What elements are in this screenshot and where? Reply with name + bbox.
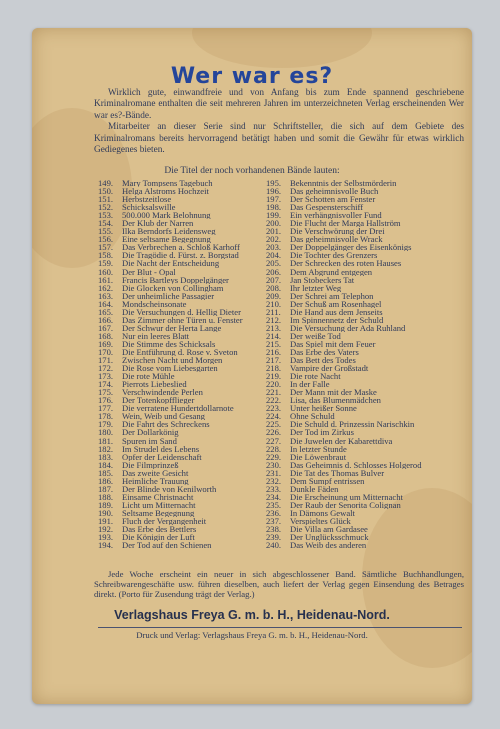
- list-item: [266, 453, 466, 461]
- paper-stain: [192, 28, 372, 68]
- list-item: [98, 380, 258, 388]
- list-item: [266, 477, 466, 485]
- volume-number: 176.: [98, 396, 114, 405]
- volume-title: In der Falle: [290, 380, 330, 389]
- volume-title: Das Verbrechen a. Schloß Karhoff: [122, 243, 240, 252]
- volume-title: Die Glocken von Collingham: [122, 283, 224, 292]
- volume-number: 233.: [266, 484, 282, 493]
- volume-title: Der Tod im Zirkus: [290, 428, 354, 437]
- list-item: [98, 445, 258, 453]
- list-item: [98, 428, 258, 436]
- volume-number: 228.: [266, 444, 282, 453]
- volume-title: Die Entführung d. Rose v. Sveton: [122, 347, 238, 357]
- volume-title: Mary Tompsens Tagebuch: [122, 179, 213, 188]
- volume-title: Die Villa am Gardasee: [290, 525, 368, 534]
- list-item: [266, 469, 466, 477]
- list-item: [266, 356, 466, 364]
- volume-title: Die Verschwörung der Drei: [290, 227, 385, 236]
- volume-title: Ihr letzter Weg: [290, 283, 342, 292]
- volume-title: Der Klub der Narren: [122, 219, 194, 228]
- volume-number: 166.: [98, 315, 114, 324]
- volume-title: Das Zimmer ohne Türen u. Fenster: [122, 315, 243, 324]
- list-item: [266, 276, 466, 284]
- volume-number: 198.: [266, 203, 282, 212]
- list-item: [266, 243, 466, 251]
- volume-number: 217.: [266, 356, 282, 365]
- volume-title: Die Filmprinzeß: [122, 460, 179, 469]
- list-item: [98, 485, 258, 493]
- volume-title: Fluch der Vergangenheit: [122, 516, 207, 526]
- volume-number: 187.: [98, 484, 114, 493]
- volume-title: Pierrots Liebeslied: [122, 380, 187, 389]
- volume-number: 182.: [98, 444, 114, 453]
- print-line: Druck und Verlag: Verlagshaus Freya G. m. b. H., Heidenau-Nord.: [136, 630, 368, 640]
- list-item: [98, 420, 258, 428]
- list-item: [266, 292, 466, 300]
- volume-number: 158.: [98, 251, 114, 260]
- volume-number: 196.: [266, 187, 282, 196]
- volume-number: 171.: [98, 356, 114, 365]
- volume-title: Der Dollarkönig: [122, 428, 179, 437]
- list-item: [98, 211, 258, 219]
- volume-title: Die Versuchungen d. Hellig Dieter: [122, 307, 241, 316]
- volume-title: Schicksalswille: [122, 203, 176, 212]
- volume-number: 223.: [266, 404, 282, 413]
- volume-title: Nur ein leeres Blatt: [122, 331, 190, 340]
- volume-title: Der Mann mit der Maske: [290, 388, 377, 397]
- volume-number: 181.: [98, 436, 114, 445]
- volume-title: Die Flucht der Marga Hallström: [290, 219, 401, 228]
- list-item: [266, 428, 466, 436]
- volume-title: Das geheimnisvolle Buch: [290, 187, 379, 196]
- volume-title: Die verratene Hundertdollarnote: [122, 404, 234, 413]
- list-item: [266, 380, 466, 388]
- volume-title: Opfer der Leidenschaft: [122, 452, 202, 461]
- volume-number: 170.: [98, 347, 114, 357]
- footnote: [94, 569, 464, 599]
- volume-number: 235.: [266, 500, 282, 509]
- volume-title: Die rote Nacht: [290, 372, 341, 381]
- list-item: [266, 412, 466, 420]
- volume-number: 232.: [266, 476, 282, 485]
- list-heading: Die Titel der noch vorhandenen Bände lauten:: [164, 166, 340, 176]
- list-item: [266, 420, 466, 428]
- volume-number: 204.: [266, 251, 282, 260]
- list-item: [266, 235, 466, 243]
- volume-number: 172.: [98, 364, 114, 373]
- list-item: [98, 525, 258, 533]
- book-back-cover: [32, 28, 472, 704]
- list-item: [98, 259, 258, 267]
- volume-title: Spuren im Sand: [122, 436, 177, 445]
- volume-number: 219.: [266, 372, 282, 381]
- list-item: [266, 485, 466, 493]
- volume-title: Zwischen Nacht und Morgen: [122, 356, 223, 365]
- volume-number: 189.: [98, 500, 114, 509]
- volume-title: Das Bett des Todes: [290, 356, 356, 365]
- volume-title: Der Raub der Senorita Colignan: [290, 500, 401, 509]
- volume-number: 179.: [98, 420, 114, 429]
- volume-number: 229.: [266, 452, 282, 461]
- list-item: [98, 461, 258, 469]
- list-item: [266, 187, 466, 195]
- list-item: [98, 469, 258, 477]
- volume-title: Im Spinnennetz der Schuld: [290, 315, 384, 324]
- volume-number: 225.: [266, 420, 282, 429]
- volume-number: 152.: [98, 203, 114, 212]
- list-item: [98, 517, 258, 525]
- list-item: [98, 276, 258, 284]
- volume-title: Der Doppelgänger des Eisenkönigs: [290, 243, 412, 252]
- volume-title: Dem Abgrund entgegen: [290, 267, 373, 276]
- volume-title: Die Fahrt des Schreckens: [122, 420, 210, 429]
- list-item: [266, 284, 466, 292]
- volume-title: Dem Sumpf entrissen: [290, 476, 365, 485]
- volume-number: 153.: [98, 211, 114, 220]
- volume-title: Licht um Mitternacht: [122, 500, 196, 509]
- list-item: [98, 477, 258, 485]
- list-item: [266, 372, 466, 380]
- volume-number: 221.: [266, 388, 282, 397]
- list-item: [98, 437, 258, 445]
- list-item: [266, 227, 466, 235]
- list-item: [98, 235, 258, 243]
- volume-title: Helga Alstroms Hochzeit: [122, 187, 209, 196]
- list-item: [266, 501, 466, 509]
- list-item: [266, 340, 466, 348]
- volume-number: 177.: [98, 404, 114, 413]
- volume-title: Das zweite Gesicht: [122, 468, 189, 477]
- list-item: [98, 348, 258, 356]
- list-item: [98, 243, 258, 251]
- volume-number: 188.: [98, 492, 114, 501]
- list-item: [266, 268, 466, 276]
- volume-number: 157.: [98, 243, 114, 252]
- volume-number: 185.: [98, 468, 114, 477]
- list-item: [266, 388, 466, 396]
- volume-title: Heimliche Trauung: [122, 476, 189, 485]
- list-item: [266, 493, 466, 501]
- list-item: [266, 316, 466, 324]
- list-item: [266, 324, 466, 332]
- list-item: [266, 533, 466, 541]
- volume-title: Das Erbe des Vaters: [290, 347, 359, 357]
- list-item: [98, 227, 258, 235]
- volume-number: 192.: [98, 525, 114, 534]
- list-item: [98, 509, 258, 517]
- volume-number: 236.: [266, 508, 282, 517]
- volume-title: Der Schotten am Fenster: [290, 195, 376, 204]
- volume-title: 500.000 Mark Belohnung: [122, 211, 211, 220]
- volume-title: Der Schrecken des roten Hauses: [290, 259, 402, 268]
- volume-title: Die Juwelen der Kabarettdiva: [290, 436, 393, 445]
- volume-number: 224.: [266, 412, 282, 421]
- volume-title: Herbstzeitlose: [122, 195, 172, 204]
- list-item: [98, 396, 258, 404]
- volume-number: 163.: [98, 291, 114, 300]
- volume-number: 149.: [98, 179, 114, 188]
- list-item: [266, 203, 466, 211]
- list-item: [266, 348, 466, 356]
- volume-number: 161.: [98, 275, 114, 284]
- list-item: [266, 461, 466, 469]
- volume-number: 169.: [98, 339, 114, 348]
- volume-number: 210.: [266, 299, 282, 308]
- volume-number: 194.: [98, 541, 114, 550]
- volume-number: 240.: [266, 541, 282, 550]
- volume-title: Das Spiel mit dem Feuer: [290, 339, 376, 348]
- volume-number: 212.: [266, 315, 282, 324]
- list-item: [98, 300, 258, 308]
- volume-title: Bekenntnis der Selbstmörderin: [290, 179, 397, 188]
- divider: [98, 627, 462, 628]
- list-item: [266, 211, 466, 219]
- volume-title: Jan Stobeckers Tat: [290, 275, 355, 284]
- volume-number: 199.: [266, 211, 282, 220]
- list-item: [266, 541, 466, 549]
- volume-number: 193.: [98, 533, 114, 542]
- list-item: [98, 187, 258, 195]
- list-item: [98, 493, 258, 501]
- list-item: [266, 308, 466, 316]
- volume-title: In letzter Stunde: [290, 444, 347, 453]
- list-item: [98, 501, 258, 509]
- list-item: [98, 356, 258, 364]
- volume-title: Die Tragödie d. Fürst. z. Borgstad: [122, 251, 239, 260]
- volume-title: Das Geheimnis d. Schlosses Holgerod: [290, 460, 422, 469]
- volume-number: 197.: [266, 195, 282, 204]
- volume-number: 150.: [98, 187, 114, 196]
- list-item: [98, 308, 258, 316]
- volume-title: Die rote Mühle: [122, 372, 175, 381]
- volume-number: 215.: [266, 339, 282, 348]
- list-item: [266, 364, 466, 372]
- page-title: Wer war es?: [170, 64, 334, 89]
- volume-title: Das Gespensterschiff: [290, 203, 364, 212]
- volume-number: 183.: [98, 452, 114, 461]
- list-item: [98, 179, 258, 187]
- volume-title: Mondscheinsonate: [122, 299, 187, 308]
- list-item: [98, 324, 258, 332]
- volume-title: Verschwindende Perlen: [122, 388, 203, 397]
- volume-title: Ein verhängnisvoller Fund: [290, 211, 382, 220]
- volume-title: Verspieltes Glück: [290, 516, 351, 526]
- volume-title: Einsame Christnacht: [122, 492, 194, 501]
- list-item: [266, 251, 466, 259]
- list-item: [98, 292, 258, 300]
- volume-number: 174.: [98, 380, 114, 389]
- volume-title: Ohne Schuld: [290, 412, 335, 421]
- volume-title: Wein, Weib und Gesang: [122, 412, 205, 421]
- volume-title: In Dämons Gewalt: [290, 508, 355, 517]
- list-item: [98, 412, 258, 420]
- list-item: [98, 195, 258, 203]
- volume-number: 184.: [98, 460, 114, 469]
- volume-number: 201.: [266, 227, 282, 236]
- volume-number: 226.: [266, 428, 282, 437]
- volume-number: 218.: [266, 364, 282, 373]
- title-list-right: [266, 179, 466, 549]
- volume-number: 208.: [266, 283, 282, 292]
- list-item: [266, 396, 466, 404]
- volume-title: Das Weib des anderen: [290, 541, 367, 550]
- list-item: [98, 219, 258, 227]
- list-item: [98, 372, 258, 380]
- volume-title: Das Erbe des Bettlers: [122, 525, 197, 534]
- list-item: [98, 364, 258, 372]
- volume-number: 234.: [266, 492, 282, 501]
- volume-number: 205.: [266, 259, 282, 268]
- list-item: [266, 404, 466, 412]
- volume-number: 159.: [98, 259, 114, 268]
- volume-title: Der Totenkopfflieger: [122, 396, 195, 405]
- volume-title: Im Strudel des Lebens: [122, 444, 200, 453]
- volume-number: 173.: [98, 372, 114, 381]
- list-item: [266, 332, 466, 340]
- volume-title: Vampire der Großstadt: [290, 364, 369, 373]
- volume-title: Ilka Berndorfs Leidensweg: [122, 227, 216, 236]
- volume-number: 231.: [266, 468, 282, 477]
- volume-number: 164.: [98, 299, 114, 308]
- list-item: [266, 525, 466, 533]
- list-item: [98, 203, 258, 211]
- list-item: [266, 219, 466, 227]
- list-item: [98, 404, 258, 412]
- volume-number: 180.: [98, 428, 114, 437]
- intro-paragraph: Wirklich gute, einwandfreie und von Anfang bis zum Ende spannend geschriebene Kriminalromane enthalten die seit mehreren Jahren im unterzeichneten Verlag erscheinenden Wer war es?-Bände.: [94, 88, 464, 121]
- volume-title: Die Stimme des Schicksals: [122, 339, 216, 348]
- volume-number: 165.: [98, 307, 114, 316]
- list-item: [266, 445, 466, 453]
- volume-number: 160.: [98, 267, 114, 276]
- volume-title: Die Löwenbraut: [290, 452, 347, 461]
- list-item: [266, 179, 466, 187]
- volume-number: 239.: [266, 533, 282, 542]
- list-item: [266, 259, 466, 267]
- volume-number: 227.: [266, 436, 282, 445]
- list-item: [266, 517, 466, 525]
- volume-number: 220.: [266, 380, 282, 389]
- volume-title: Der Schuß am Rosenhagel: [290, 299, 382, 308]
- volume-title: Lisa, das Blumenmädchen: [290, 396, 381, 405]
- volume-title: Die Schuld d. Prinzessin Narischkin: [290, 420, 415, 429]
- list-item: [98, 332, 258, 340]
- volume-title: Francis Bartleys Doppelgänger: [122, 275, 229, 284]
- volume-title: Die Königin der Luft: [122, 533, 195, 542]
- volume-number: 167.: [98, 323, 114, 332]
- list-item: [266, 300, 466, 308]
- volume-number: 168.: [98, 331, 114, 340]
- volume-number: 154.: [98, 219, 114, 228]
- volume-title: Unter heißer Sonne: [290, 404, 357, 413]
- volume-number: 155.: [98, 227, 114, 236]
- list-item: [266, 437, 466, 445]
- volume-number: 230.: [266, 460, 282, 469]
- volume-number: 190.: [98, 508, 114, 517]
- volume-number: 216.: [266, 347, 282, 357]
- list-item: [98, 541, 258, 549]
- list-item: [98, 388, 258, 396]
- volume-number: 214.: [266, 331, 282, 340]
- volume-title: Die Erscheinung um Mitternacht: [290, 492, 403, 501]
- volume-number: 200.: [266, 219, 282, 228]
- volume-title: Seltsame Begegnung: [122, 508, 195, 517]
- volume-number: 209.: [266, 291, 282, 300]
- list-item: [98, 316, 258, 324]
- list-item: [266, 195, 466, 203]
- list-item: [98, 284, 258, 292]
- volume-title: Der Schwur der Herta Lange: [122, 323, 222, 332]
- volume-number: 213.: [266, 323, 282, 332]
- volume-number: 162.: [98, 283, 114, 292]
- volume-number: 206.: [266, 267, 282, 276]
- title-list-left: [98, 179, 258, 549]
- list-item: [98, 268, 258, 276]
- volume-number: 238.: [266, 525, 282, 534]
- volume-title: Das geheimnisvolle Wrack: [290, 235, 383, 244]
- volume-title: Dunkle Fäden: [290, 484, 339, 493]
- volume-number: 202.: [266, 235, 282, 244]
- volume-title: Die Nacht der Entscheidung: [122, 259, 220, 268]
- list-item: [98, 453, 258, 461]
- list-item: [98, 340, 258, 348]
- volume-title: Der Tod auf den Schienen: [122, 541, 212, 550]
- volume-title: Der weiße Tod: [290, 331, 341, 340]
- volume-number: 178.: [98, 412, 114, 421]
- volume-title: Eine seltsame Begegnung: [122, 235, 211, 244]
- volume-title: Die Tat des Thomas Bulver: [290, 468, 385, 477]
- list-item: [98, 251, 258, 259]
- publisher-name: Verlagshaus Freya G. m. b. H., Heidenau-Nord.: [114, 608, 390, 622]
- volume-number: 203.: [266, 243, 282, 252]
- volume-title: Die Tochter des Grenzers: [290, 251, 378, 260]
- volume-title: Der Blut - Opal: [122, 267, 176, 276]
- list-item: [98, 533, 258, 541]
- volume-number: 175.: [98, 388, 114, 397]
- volume-number: 237.: [266, 516, 282, 526]
- volume-title: Der Schrei am Telephon: [290, 291, 374, 300]
- volume-title: Die Rose vom Liebesgarten: [122, 364, 218, 373]
- volume-number: 195.: [266, 179, 282, 188]
- volume-title: Der Unglücksschmuck: [290, 533, 369, 542]
- volume-number: 151.: [98, 195, 114, 204]
- volume-title: Der Blinde von Kenilworth: [122, 484, 217, 493]
- volume-number: 156.: [98, 235, 114, 244]
- volume-number: 186.: [98, 476, 114, 485]
- volume-number: 211.: [266, 307, 281, 316]
- volume-title: Die Versuchung der Ada Ruhland: [290, 323, 406, 332]
- volume-number: 222.: [266, 396, 282, 405]
- volume-number: 191.: [98, 516, 114, 526]
- intro-text: [94, 88, 464, 156]
- footnote-text: Jede Woche erscheint ein neuer in sich abgeschlossener Band. Sämtliche Buchhandlungen, Schreibwarengeschäfte usw. führen dieselben, auch liefert der Verlag gegen Einsendung des Betrages direkt. (Porto für Zusendung trägt der Verlag.): [94, 569, 464, 599]
- list-item: [266, 509, 466, 517]
- volume-title: Der unheimliche Passagier: [122, 291, 215, 300]
- intro-paragraph: Mitarbeiter an dieser Serie sind nur Schriftsteller, die sich auf dem Gebiete des Kriminalromans bereits hervorragend betätigt haben und somit die Gewähr für etwas wirklich Gediegenes bieten.: [94, 122, 464, 156]
- volume-number: 207.: [266, 275, 282, 284]
- volume-title: Die Hand aus dem Jenseits: [290, 307, 383, 316]
